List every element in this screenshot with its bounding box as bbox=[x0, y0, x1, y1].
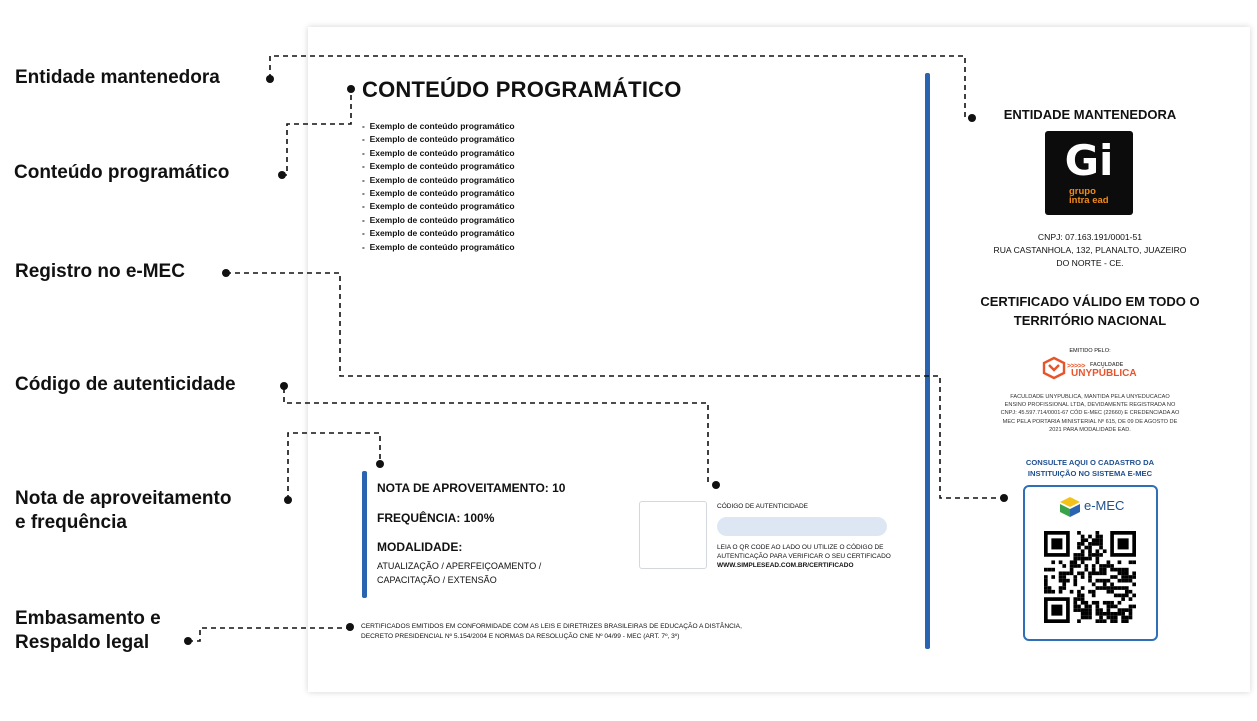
program-item: - Exemplo de conteúdo programático bbox=[362, 241, 515, 254]
dot-entidade-start bbox=[266, 75, 274, 83]
codigo-hint-url[interactable]: WWW.SIMPLESEAD.COM.BR/CERTIFICADO bbox=[717, 562, 854, 569]
legal-line1: CERTIFICADOS EMITIDOS EM CONFORMIDADE COM AS LEIS E DIRETRIZES BRASILEIRAS DE EDUCAÇÃO A DISTÂNCIA, bbox=[361, 623, 742, 630]
valid-line1: CERTIFICADO VÁLIDO EM TODO O bbox=[980, 294, 1200, 309]
annotation-nota-line2: e frequência bbox=[15, 512, 127, 533]
fac-line2: ENSINO PROFISSIONAL LTDA, DEVIDAMENTE REGISTRADA NO bbox=[1004, 402, 1176, 409]
annotation-embasamento-line2: Respaldo legal bbox=[15, 632, 150, 653]
dot-registro-end bbox=[1000, 494, 1008, 502]
consulte-line2: INSTITUIÇÃO NO SISTEMA E-MEC bbox=[1027, 469, 1153, 478]
annotation-registro-emec: Registro no e-MEC bbox=[15, 261, 185, 282]
mantenedora-title: ENTIDADE MANTENEDORA bbox=[1003, 107, 1177, 122]
modalidade-line1: ATUALIZAÇÃO / APERFEIÇOAMENTO / bbox=[377, 561, 542, 571]
connector-codigo bbox=[284, 388, 708, 485]
program-item: - Exemplo de conteúdo programático bbox=[362, 160, 515, 173]
logo-sub1: grupo bbox=[1069, 186, 1096, 197]
legal-line2: DECRETO PRESIDENCIAL Nº 5.154/2004 E NORMAS DA RESOLUÇÃO CNE Nº 04/99 - MEC (ART. 7º, 3º) bbox=[361, 633, 680, 640]
dot-registro-start bbox=[222, 269, 230, 277]
dot-codigo-end bbox=[712, 481, 720, 489]
dot-conteudo-end bbox=[347, 85, 355, 93]
program-item: - Exemplo de conteúdo programático bbox=[362, 187, 515, 200]
dot-entidade-end bbox=[968, 114, 976, 122]
program-item: - Exemplo de conteúdo programático bbox=[362, 214, 515, 227]
logo-sub2: intra ead bbox=[1069, 195, 1109, 206]
program-item: - Exemplo de conteúdo programático bbox=[362, 147, 515, 160]
emec-label: e-MEC bbox=[1084, 498, 1125, 513]
chevrons-icon: >>>>> bbox=[1067, 363, 1085, 370]
logo-mark: Gi bbox=[1064, 136, 1114, 185]
connector-entidade bbox=[270, 56, 972, 118]
consulte-line1: CONSULTE AQUI O CADASTRO DA bbox=[1025, 458, 1155, 467]
faculdade-name: UNYPÚBLICA bbox=[1071, 368, 1137, 379]
faculdade-small: FACULDADE bbox=[1090, 362, 1124, 368]
dot-embasamento-end bbox=[346, 623, 354, 631]
connector-conteudo bbox=[282, 92, 351, 175]
fac-line4: MEC PELA PORTARIA MINISTERIAL Nº 615, DE 09 DE AGOSTO DE bbox=[1002, 418, 1178, 425]
codigo-hint-line2: AUTENTICAÇÃO PARA VERIFICAR O SEU CERTIFICADO bbox=[717, 553, 891, 560]
modalidade-label: MODALIDADE: bbox=[377, 540, 463, 554]
annotation-nota-line1: Nota de aproveitamento bbox=[15, 488, 232, 509]
dot-nota-start bbox=[284, 496, 292, 504]
dot-codigo-start bbox=[280, 382, 288, 390]
frequencia: FREQUÊNCIA: 100% bbox=[377, 511, 495, 525]
fac-line3: CNPJ: 45.597.714/0001-67 CÓD E-MEC (22660) E CREDENCIADA AO bbox=[1000, 410, 1180, 417]
annotation-codigo-autenticidade: Código de autenticidade bbox=[15, 374, 236, 395]
emitido-pelo: EMITIDO PELO: bbox=[1069, 348, 1111, 354]
nota-aproveitamento: NOTA DE APROVEITAMENTO: 10 bbox=[377, 481, 566, 495]
program-item: - Exemplo de conteúdo programático bbox=[362, 227, 515, 240]
connector-nota bbox=[288, 433, 380, 500]
codigo-label: CÓDIGO DE AUTENTICIDADE bbox=[717, 503, 809, 510]
dot-conteudo-start bbox=[278, 171, 286, 179]
fac-line1: FACULDADE UNYPUBLICA, MANTIDA PELA UNYEDUCACAO bbox=[1010, 394, 1170, 400]
valid-line2: TERRITÓRIO NACIONAL bbox=[1013, 313, 1167, 328]
program-item: - Exemplo de conteúdo programático bbox=[362, 174, 515, 187]
codigo-hint-line1: LEIA O QR CODE AO LADO OU UTILIZE O CÓDIGO DE bbox=[717, 544, 884, 551]
cnpj: CNPJ: 07.163.191/0001-51 bbox=[1037, 232, 1143, 242]
connector-embasamento bbox=[188, 628, 350, 641]
fac-line5: 2021 PARA MODALIDADE EAD. bbox=[1049, 426, 1131, 433]
program-item: - Exemplo de conteúdo programático bbox=[362, 133, 515, 146]
dot-nota-end bbox=[376, 460, 384, 468]
program-item: - Exemplo de conteúdo programático bbox=[362, 200, 515, 213]
dot-embasamento-start bbox=[184, 637, 192, 645]
annotation-entidade-mantenedora: Entidade mantenedora bbox=[15, 67, 220, 88]
annotation-embasamento-line1: Embasamento e bbox=[15, 608, 161, 629]
address-line1: RUA CASTANHOLA, 132, PLANALTO, JUAZEIRO bbox=[993, 245, 1187, 255]
modalidade-line2: CAPACITAÇÃO / EXTENSÃO bbox=[377, 575, 497, 585]
program-item: - Exemplo de conteúdo programático bbox=[362, 120, 515, 133]
connector-registro bbox=[226, 273, 1003, 498]
address-line2: DO NORTE - CE. bbox=[1056, 258, 1124, 268]
program-title: CONTEÚDO PROGRAMÁTICO bbox=[362, 77, 682, 102]
annotation-conteudo-programatico: Conteúdo programático bbox=[14, 162, 230, 183]
